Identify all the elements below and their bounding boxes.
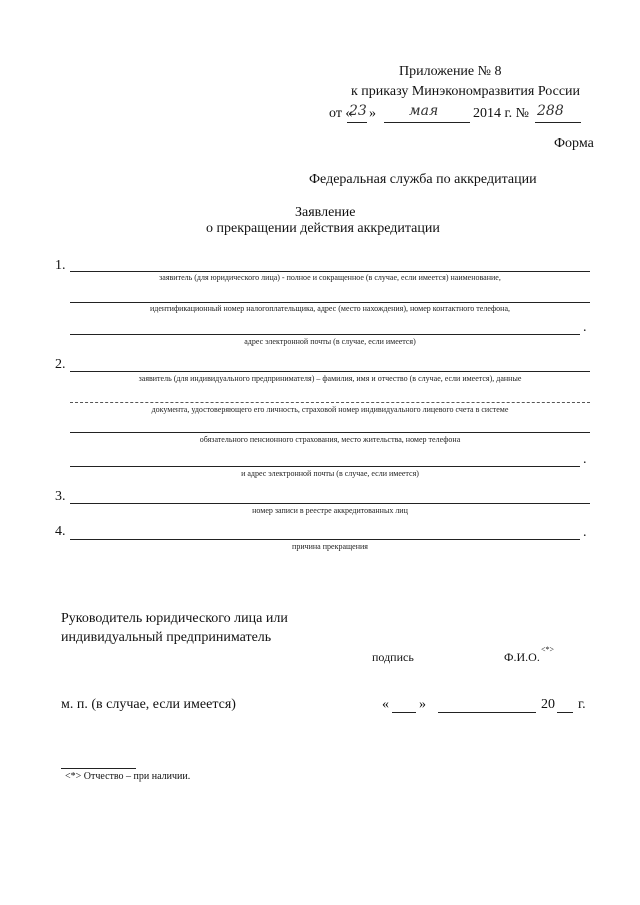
section-1-caption-2: идентификационный номер налогоплательщика, адрес (место нахождения), номер контактного телефона, [149, 304, 511, 313]
section-4-end-mark: . [583, 525, 587, 540]
section-2-line-4[interactable] [70, 466, 580, 467]
section-1-caption-1: заявитель (для юридического лица) - полное и сокращенное (в случае, если имеется) наименование, [159, 273, 501, 282]
section-2-end-mark: . [583, 452, 587, 467]
section-2-line-3[interactable] [70, 432, 590, 433]
form-label: Форма [554, 136, 594, 151]
date-open-quote: « [382, 697, 389, 712]
section-4-line[interactable] [70, 539, 580, 540]
order-date-year: 2014 г. № [473, 106, 530, 121]
section-2-caption-3: обязательного пенсионного страхования, место жительства, номер телефона [199, 435, 461, 444]
section-2-line-2[interactable] [70, 402, 590, 403]
section-3-number: 3. [55, 489, 66, 504]
section-4-caption: причина прекращения [292, 542, 368, 551]
section-3-line[interactable] [70, 503, 590, 504]
section-1-line-1[interactable] [70, 271, 590, 272]
section-1-caption-3: адрес электронной почты (в случае, если имеется) [244, 337, 416, 346]
order-date-month: мая [409, 103, 439, 119]
sign-date-month-field[interactable] [438, 712, 536, 713]
order-date-day: 23 [349, 103, 367, 119]
order-number-line [535, 122, 581, 123]
date-month-line [384, 122, 470, 123]
section-2-caption-4: и адрес электронной почты (в случае, если имеется) [241, 469, 419, 478]
signatory-heading-1: Руководитель юридического лица или [61, 611, 288, 626]
fio-footnote-mark: <*> [541, 645, 555, 654]
order-date-sep: » [369, 106, 376, 121]
footnote-text: <*> Отчество – при наличии. [65, 771, 191, 782]
sign-date-year-suffix: г. [578, 697, 586, 712]
document-subtitle: о прекращении действия аккредитации [206, 221, 440, 236]
signature-label: подпись [372, 650, 414, 664]
date-day-line [347, 122, 367, 123]
section-2-line-1[interactable] [70, 371, 590, 372]
section-4-number: 4. [55, 524, 66, 539]
signatory-heading-2: индивидуальный предприниматель [61, 630, 272, 645]
section-1-end-mark: . [583, 320, 587, 335]
document-title: Заявление [295, 205, 356, 220]
sign-date-year-prefix: 20 [541, 697, 555, 712]
stamp-label: м. п. (в случае, если имеется) [61, 697, 236, 712]
appendix-number: Приложение № 8 [399, 64, 502, 79]
section-1-line-2[interactable] [70, 302, 590, 303]
section-2-caption-1: заявитель (для индивидуального предпринимателя) – фамилия, имя и отчество (в случае, если имеется), данные [138, 374, 522, 383]
section-2-number: 2. [55, 357, 66, 372]
footnote-separator [61, 768, 136, 769]
order-number: 288 [537, 103, 564, 119]
date-close-quote: » [419, 697, 426, 712]
order-reference: к приказу Минэкономразвития России [351, 84, 581, 99]
section-1-number: 1. [55, 258, 66, 273]
agency-name: Федеральная служба по аккредитации [309, 172, 537, 187]
sign-date-day-field[interactable] [392, 712, 416, 713]
section-1-line-3[interactable] [70, 334, 580, 335]
section-2-caption-2: документа, удостоверяющего его личность, страховой номер индивидуального лицевого счета в системе [151, 405, 509, 414]
section-3-caption: номер записи в реестре аккредитованных лиц [252, 506, 408, 515]
order-date-prefix: от « [329, 106, 353, 121]
sign-date-year-field[interactable] [557, 712, 573, 713]
fio-label: Ф.И.О. [504, 650, 540, 664]
